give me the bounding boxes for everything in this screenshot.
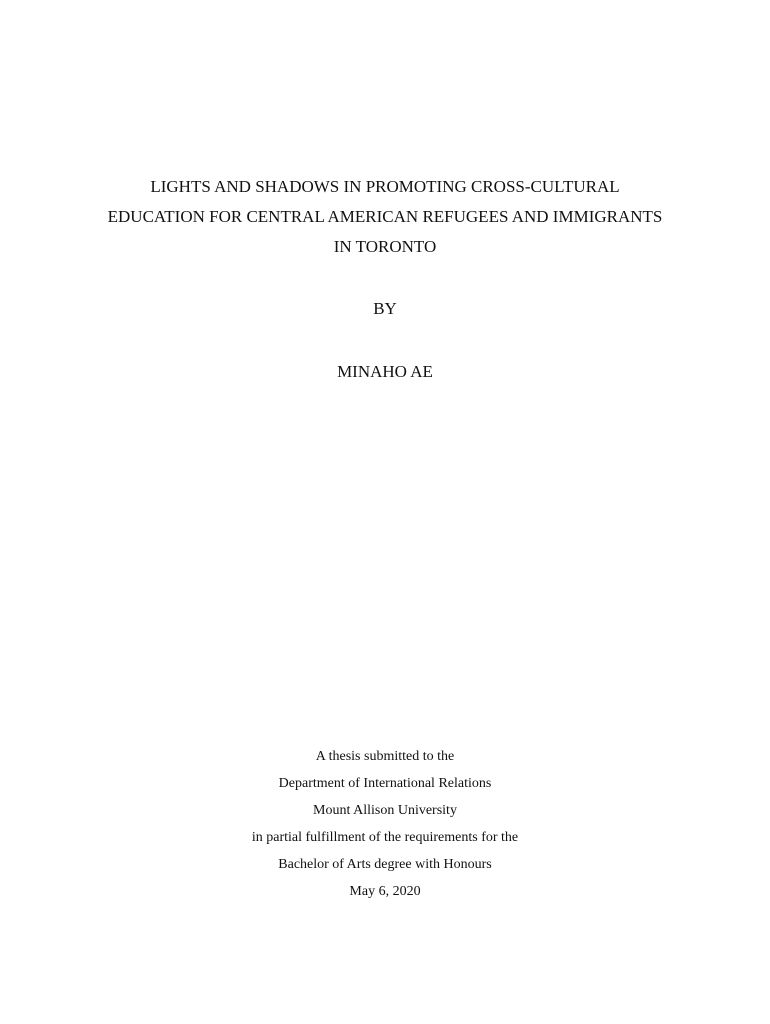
by-label: BY [373, 299, 397, 318]
title-line: LIGHTS AND SHADOWS IN PROMOTING CROSS-CULTURAL [150, 177, 620, 196]
submission-statement [0, 743, 770, 905]
degree-line: Bachelor of Arts degree with Honours [278, 857, 492, 872]
author-name: MINAHO AE [337, 362, 433, 381]
submission-line: A thesis submitted to the [315, 749, 455, 764]
thesis-title [0, 172, 770, 262]
department-line: Department of International Relations [278, 776, 492, 791]
university-line: Mount Allison University [313, 803, 457, 818]
title-line: IN TORONTO [333, 237, 437, 256]
date-line: May 6, 2020 [349, 884, 421, 899]
title-line: EDUCATION FOR CENTRAL AMERICAN REFUGEES AND IMMIGRANTS [107, 207, 663, 226]
fulfillment-line: in partial fulfillment of the requirements for the [251, 830, 519, 845]
